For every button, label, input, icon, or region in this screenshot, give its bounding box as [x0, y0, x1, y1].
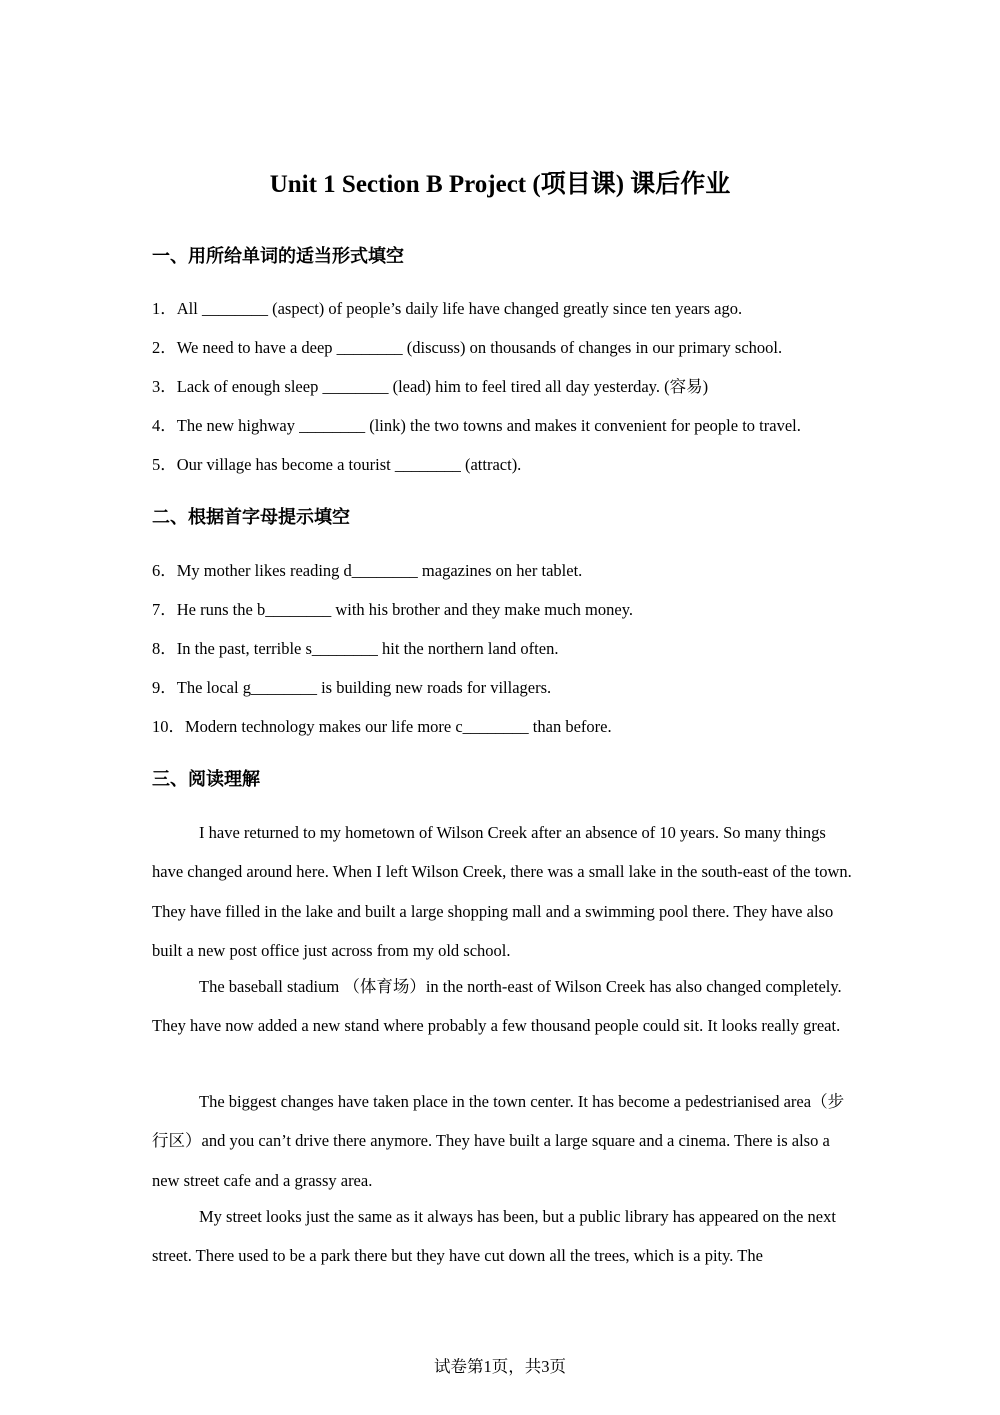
question-5: 5．Our village has become a tourist ________ (attract).	[152, 455, 522, 474]
question-1: 1．All ________ (aspect) of people’s daily life have changed greatly since ten years ago.	[152, 299, 743, 318]
question-8: 8．In the past, terrible s________ hit the northern land often.	[152, 639, 559, 658]
page-footer: 试卷第1页，共3页	[434, 1357, 566, 1376]
reading-paragraph-1: I have returned to my hometown of Wilson Creek after an absence of 10 years. So many things have changed around here. When I left Wilson Creek, there was a small lake in the south-east of the town. They have filled in the lake and built a large shopping mall and a swimming pool there. They have also built a new post office just across from my old school.	[152, 823, 852, 960]
question-4: 4．The new highway ________ (link) the two towns and makes it convenient for people to travel.	[152, 416, 801, 435]
question-7: 7．He runs the b________ with his brother and they make much money.	[152, 600, 634, 619]
section-1-heading: 一、用所给单词的适当形式填空	[152, 246, 404, 267]
section-2-heading: 二、根据首字母提示填空	[152, 507, 350, 528]
question-10: 10．Modern technology makes our life more c________ than before.	[152, 717, 612, 736]
question-3: 3．Lack of enough sleep ________ (lead) him to feel tired all day yesterday. (容易)	[152, 377, 709, 396]
reading-paragraph-2: The baseball stadium （体育场）in the north-east of Wilson Creek has also changed completely. They have now added a new stand where probably a few thousand people could sit. It looks really great.	[152, 977, 842, 1036]
section-3-heading: 三、阅读理解	[152, 769, 260, 790]
reading-paragraph-4: My street looks just the same as it always has been, but a public library has appeared on the next street. There used to be a park there but they have cut down all the trees, which is a pity. The	[152, 1207, 836, 1266]
question-6: 6．My mother likes reading d________ magazines on her tablet.	[152, 561, 583, 580]
reading-paragraph-3: The biggest changes have taken place in the town center. It has become a pedestrianised area（步行区）and you can’t drive there anymore. They have built a large square and a cinema. There is also a new street cafe and a grassy area.	[152, 1092, 845, 1190]
page-title: Unit 1 Section B Project (项目课) 课后作业	[269, 171, 731, 198]
question-2: 2．We need to have a deep ________ (discuss) on thousands of changes in our primary school.	[152, 338, 783, 357]
question-9: 9．The local g________ is building new roads for villagers.	[152, 678, 552, 697]
